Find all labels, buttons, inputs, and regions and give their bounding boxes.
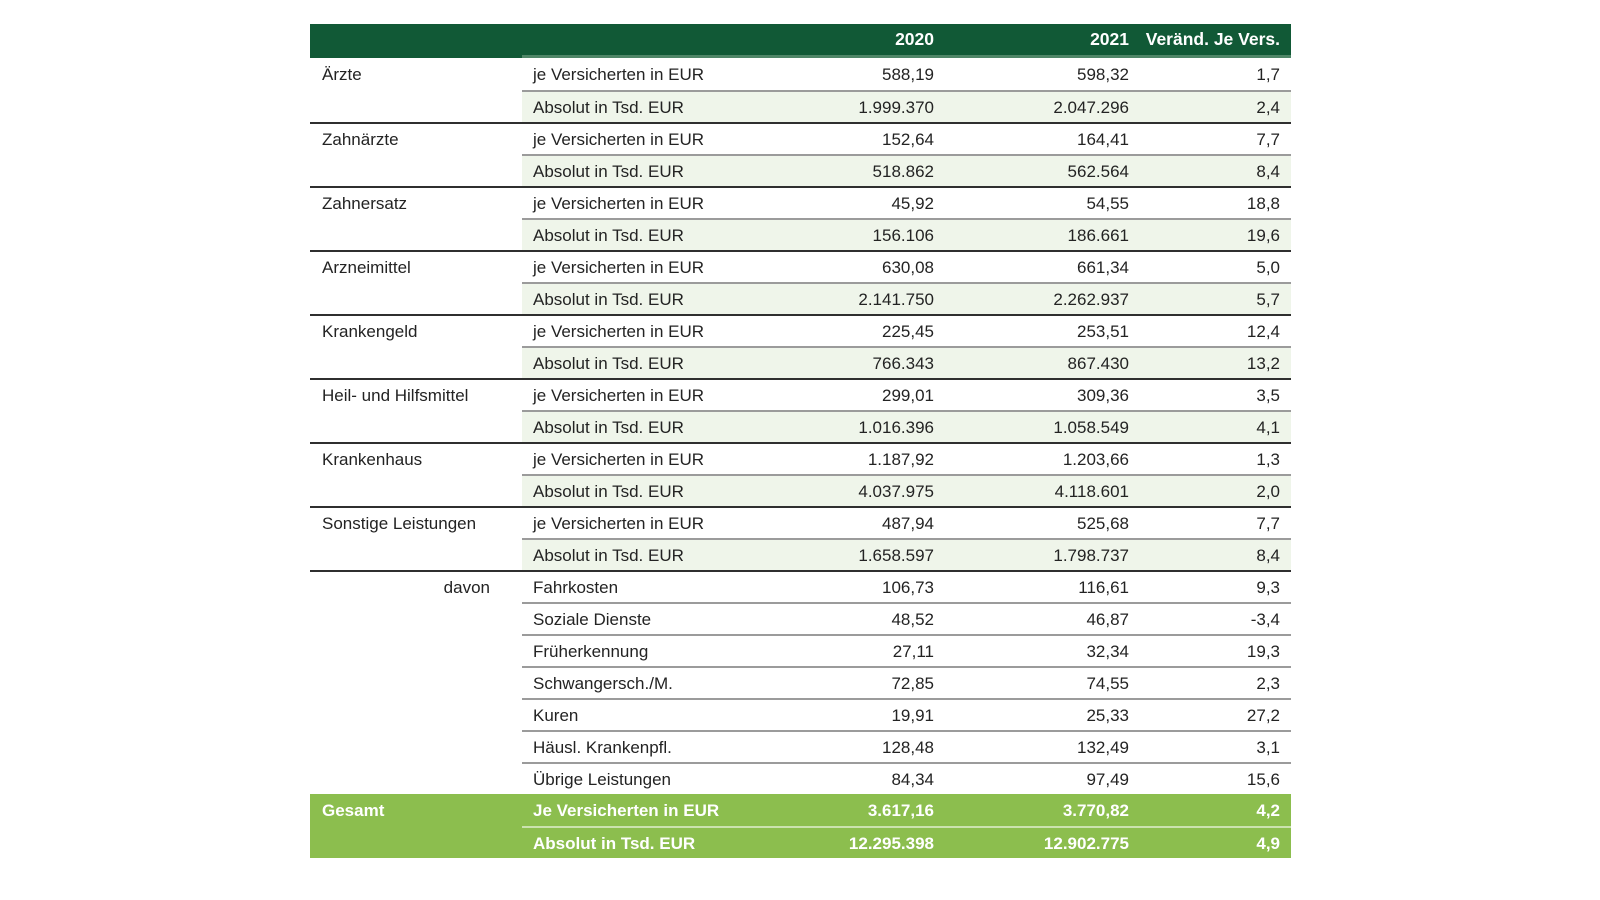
value-2020-cell: 106,73 [752,570,942,602]
table-row [310,506,1291,538]
metric-cell: Absolut in Tsd. EUR [522,154,752,186]
header-metric-cell [522,24,752,58]
metric-cell: Je Versicherten in EUR [522,794,752,826]
table-row [310,410,1291,442]
value-change-cell: 4,2 [1137,794,1291,826]
value-2021-cell: 46,87 [942,602,1137,634]
value-2021-cell: 1.203,66 [942,442,1137,474]
table-body [310,58,1291,858]
table-row [310,762,1291,794]
metric-cell: Absolut in Tsd. EUR [522,538,752,570]
category-cell [310,410,522,442]
metric-cell: je Versicherten in EUR [522,506,752,538]
value-2020-cell: 48,52 [752,602,942,634]
category-cell [310,346,522,378]
value-2021-cell: 562.564 [942,154,1137,186]
value-change-cell: 15,6 [1137,762,1291,794]
value-2021-cell: 116,61 [942,570,1137,602]
category-cell [310,282,522,314]
category-cell [310,730,522,762]
value-2021-cell: 132,49 [942,730,1137,762]
table-row [310,186,1291,218]
value-2021-cell: 74,55 [942,666,1137,698]
value-change-cell: 27,2 [1137,698,1291,730]
table-row [310,730,1291,762]
category-cell: davon [310,570,522,602]
metric-cell: Absolut in Tsd. EUR [522,410,752,442]
table-row [310,346,1291,378]
value-2020-cell: 1.658.597 [752,538,942,570]
metric-cell: Absolut in Tsd. EUR [522,826,752,858]
value-2021-cell: 2.047.296 [942,90,1137,122]
table-row [310,474,1291,506]
value-change-cell: 2,4 [1137,90,1291,122]
metric-cell: je Versicherten in EUR [522,314,752,346]
table-row [310,570,1291,602]
value-change-cell: 4,1 [1137,410,1291,442]
metric-cell: Übrige Leistungen [522,762,752,794]
table-row [310,442,1291,474]
value-2021-cell: 2.262.937 [942,282,1137,314]
value-change-cell: 3,1 [1137,730,1291,762]
category-cell [310,762,522,794]
value-2021-cell: 54,55 [942,186,1137,218]
table-row [310,378,1291,410]
metric-cell: Kuren [522,698,752,730]
category-cell [310,698,522,730]
value-2020-cell: 630,08 [752,250,942,282]
table-row [310,122,1291,154]
category-cell: Gesamt [310,794,522,826]
value-2020-cell: 225,45 [752,314,942,346]
value-2020-cell: 1.999.370 [752,90,942,122]
value-2021-cell: 253,51 [942,314,1137,346]
value-change-cell: 5,0 [1137,250,1291,282]
table-row [310,698,1291,730]
value-change-cell: 19,3 [1137,634,1291,666]
metric-cell: Absolut in Tsd. EUR [522,282,752,314]
value-2020-cell: 3.617,16 [752,794,942,826]
category-cell: Sonstige Leistungen [310,506,522,538]
value-change-cell: 19,6 [1137,218,1291,250]
value-2020-cell: 518.862 [752,154,942,186]
value-change-cell: 7,7 [1137,122,1291,154]
category-cell: Krankengeld [310,314,522,346]
metric-cell: je Versicherten in EUR [522,186,752,218]
value-2020-cell: 299,01 [752,378,942,410]
value-2021-cell: 661,34 [942,250,1137,282]
value-2021-cell: 25,33 [942,698,1137,730]
table-row [310,314,1291,346]
value-change-cell: 8,4 [1137,154,1291,186]
category-cell [310,634,522,666]
value-change-cell: 9,3 [1137,570,1291,602]
metric-cell: Soziale Dienste [522,602,752,634]
metric-cell: Früherkennung [522,634,752,666]
value-2020-cell: 766.343 [752,346,942,378]
metric-cell: Fahrkosten [522,570,752,602]
header-2020-cell: 2020 [752,24,942,58]
category-cell: Zahnärzte [310,122,522,154]
value-change-cell: 12,4 [1137,314,1291,346]
category-cell [310,666,522,698]
table-row [310,282,1291,314]
metric-cell: Häusl. Krankenpfl. [522,730,752,762]
metric-cell: Schwangersch./M. [522,666,752,698]
table-header-row [310,24,1291,58]
value-2020-cell: 4.037.975 [752,474,942,506]
value-2021-cell: 309,36 [942,378,1137,410]
value-2020-cell: 152,64 [752,122,942,154]
value-2020-cell: 27,11 [752,634,942,666]
table-row [310,90,1291,122]
metric-cell: je Versicherten in EUR [522,122,752,154]
category-cell [310,602,522,634]
value-2020-cell: 84,34 [752,762,942,794]
value-2020-cell: 487,94 [752,506,942,538]
value-2021-cell: 1.058.549 [942,410,1137,442]
table-row [310,666,1291,698]
value-2021-cell: 164,41 [942,122,1137,154]
category-cell [310,826,522,858]
value-2020-cell: 2.141.750 [752,282,942,314]
category-cell [310,538,522,570]
value-2020-cell: 156.106 [752,218,942,250]
metric-cell: je Versicherten in EUR [533,64,705,84]
value-change-cell: 7,7 [1137,506,1291,538]
table-row [310,794,1291,826]
value-change-cell: 13,2 [1137,346,1291,378]
metric-cell: Absolut in Tsd. EUR [522,346,752,378]
header-change-cell: Veränd. Je Vers. [1137,24,1291,58]
table-row [310,218,1291,250]
value-2021-cell: 525,68 [942,506,1137,538]
value-2021-cell: 1.798.737 [942,538,1137,570]
value-change-cell: 2,0 [1137,474,1291,506]
value-2020-cell: 1.187,92 [752,442,942,474]
table-row [310,826,1291,858]
category-cell [310,90,522,122]
value-2020-cell: 1.016.396 [752,410,942,442]
value-change-cell: 4,9 [1137,826,1291,858]
value-2021-cell: 97,49 [942,762,1137,794]
value-2021-cell: 4.118.601 [942,474,1137,506]
category-cell: Ärzte [322,64,362,84]
value-change-cell: -3,4 [1137,602,1291,634]
value-change-cell: 5,7 [1137,282,1291,314]
metric-cell: je Versicherten in EUR [522,442,752,474]
table-row [310,538,1291,570]
value-2020-cell: 128,48 [752,730,942,762]
value-2020-cell: 19,91 [752,698,942,730]
table-row [310,602,1291,634]
table-row [310,154,1291,186]
metric-cell: Absolut in Tsd. EUR [522,90,752,122]
expenditure-table [310,24,1291,858]
category-cell [310,154,522,186]
table-row [310,58,1291,90]
value-change-cell: 8,4 [1137,538,1291,570]
value-change-cell: 1,7 [1256,64,1280,84]
metric-cell: je Versicherten in EUR [522,250,752,282]
value-2020-cell: 588,19 [882,64,934,84]
header-2021-cell: 2021 [942,24,1137,58]
category-cell [310,474,522,506]
table-row [310,250,1291,282]
value-change-cell: 3,5 [1137,378,1291,410]
category-cell: Zahnersatz [310,186,522,218]
category-cell [310,218,522,250]
category-cell: Arzneimittel [310,250,522,282]
metric-cell: Absolut in Tsd. EUR [522,474,752,506]
metric-cell: Absolut in Tsd. EUR [522,218,752,250]
value-change-cell: 18,8 [1137,186,1291,218]
value-change-cell: 1,3 [1137,442,1291,474]
value-2020-cell: 45,92 [752,186,942,218]
value-2021-cell: 186.661 [942,218,1137,250]
value-2021-cell: 867.430 [942,346,1137,378]
header-category-cell [310,24,522,58]
value-2021-cell: 3.770,82 [942,794,1137,826]
category-cell: Heil- und Hilfsmittel [310,378,522,410]
value-2021-cell: 598,32 [1077,64,1129,84]
category-cell: Krankenhaus [310,442,522,474]
value-2021-cell: 32,34 [942,634,1137,666]
value-2020-cell: 72,85 [752,666,942,698]
table-row [310,634,1291,666]
metric-cell: je Versicherten in EUR [522,378,752,410]
value-change-cell: 2,3 [1137,666,1291,698]
value-2021-cell: 12.902.775 [942,826,1137,858]
value-2020-cell: 12.295.398 [752,826,942,858]
